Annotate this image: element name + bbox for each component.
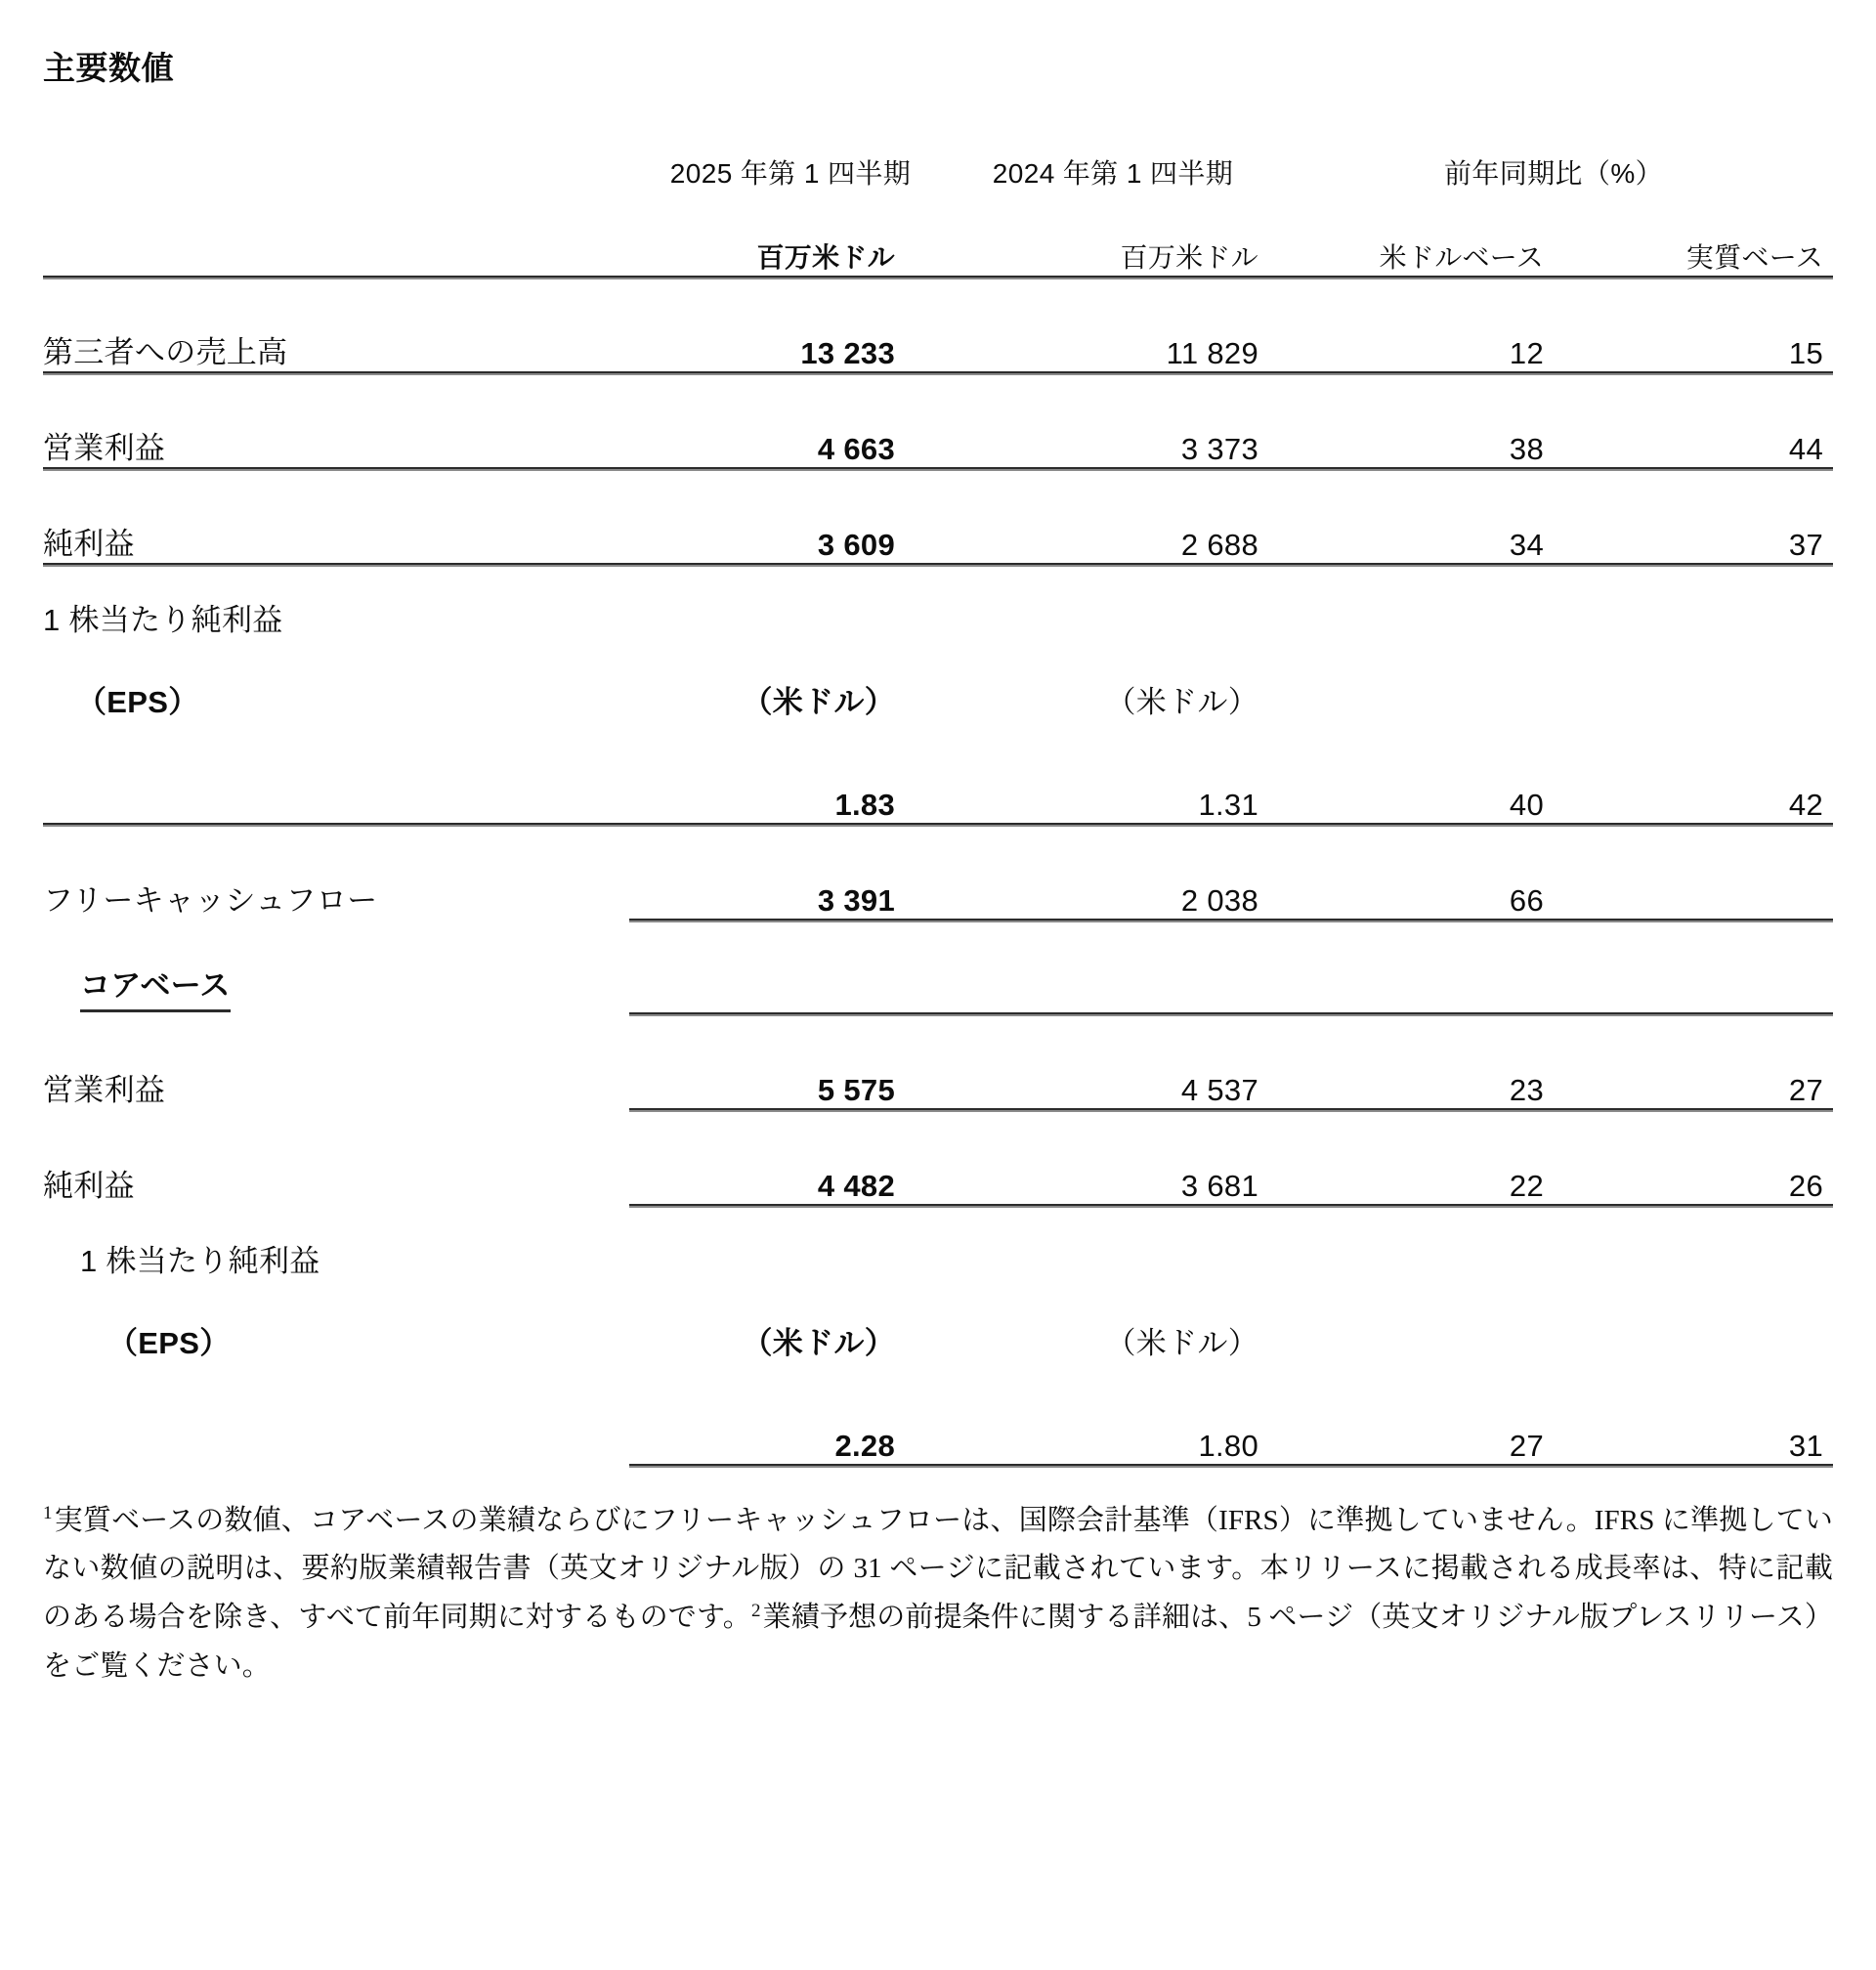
header-change-group: 前年同期比（%）: [1443, 157, 1664, 189]
table-row-core-operating-income: [43, 1015, 1833, 1109]
operating-income-current: 4 663: [817, 431, 895, 466]
table-row-core-eps-units: [43, 1280, 1833, 1362]
eps-unit-prior: （米ドル）: [1105, 684, 1258, 719]
net-sales-prior: 11 829: [1166, 335, 1258, 370]
table-row-core-eps-values: [43, 1362, 1833, 1465]
core-eps-unit-usd-spacer: [1274, 1280, 1557, 1362]
row-label-free-cash-flow: フリーキャッシュフロー: [43, 882, 378, 918]
table-row-free-cash-flow: [43, 826, 1833, 920]
net-income-cc-change: 37: [1788, 527, 1824, 562]
core-net-income-current: 4 482: [817, 1168, 895, 1203]
eps-label-line2: （EPS）: [76, 684, 199, 719]
footnote: [43, 1497, 1833, 1692]
net-income-prior: 2 688: [1180, 527, 1258, 562]
eps-label-line1: 1 株当たり純利益: [43, 602, 283, 637]
eps-usd-change: 40: [1509, 787, 1544, 822]
table-row-eps-units: [43, 639, 1833, 721]
core-eps-label-line1: 1 株当たり純利益: [80, 1243, 320, 1278]
eps-prior: 1.31: [1198, 787, 1258, 822]
core-operating-income-current: 5 575: [817, 1072, 895, 1107]
table-row-core-eps-title: [43, 1207, 1833, 1280]
net-income-usd-change: 34: [1509, 527, 1544, 562]
row-label-core-net-income: 純利益: [43, 1168, 135, 1203]
divider-span-5: [629, 1465, 1833, 1467]
table-row-eps-title: [43, 566, 1833, 639]
header-prior-period: 2024 年第 1 四半期: [992, 157, 1234, 189]
eps-current: 1.83: [834, 787, 895, 822]
table-row-net-income: [43, 470, 1833, 564]
net-sales-current: 13 233: [800, 335, 895, 370]
core-operating-income-cc-change: 27: [1788, 1072, 1824, 1107]
table-row-operating-income: [43, 374, 1833, 468]
header-label-spacer: [43, 115, 629, 192]
core-eps-unit-prior: （米ドル）: [1105, 1325, 1258, 1360]
table-row-eps-values: [43, 721, 1833, 824]
free-cash-flow-prior: 2 038: [1180, 882, 1258, 918]
core-eps-unit-cc-spacer: [1557, 1280, 1833, 1362]
net-sales-cc-change: 15: [1788, 335, 1824, 370]
key-figures-table: [43, 115, 1833, 1468]
free-cash-flow-usd-change: 66: [1509, 882, 1544, 918]
eps-unit-usd-spacer: [1274, 639, 1557, 721]
header-unit-prior: 百万米ドル: [1120, 241, 1258, 273]
core-net-income-prior: 3 681: [1180, 1168, 1258, 1203]
operating-income-prior: 3 373: [1180, 431, 1258, 466]
operating-income-cc-change: 44: [1788, 431, 1824, 466]
header-units-spacer: [43, 192, 629, 277]
header-unit-usd-basis: 米ドルベース: [1379, 241, 1544, 273]
core-eps-unit-current: （米ドル）: [742, 1325, 895, 1360]
divider-table-bottom: [43, 1465, 1833, 1467]
operating-income-usd-change: 38: [1509, 431, 1544, 466]
net-sales-usd-change: 12: [1509, 335, 1544, 370]
eps-unit-current: （米ドル）: [742, 684, 895, 719]
row-label-net-sales: 第三者への売上高: [43, 334, 288, 369]
core-eps-prior: 1.80: [1198, 1428, 1258, 1463]
header-unit-constant-basis: 実質ベース: [1685, 241, 1824, 273]
table-header-periods: [43, 115, 1833, 192]
core-eps-label-line2: （EPS）: [107, 1325, 231, 1360]
core-net-income-usd-change: 22: [1509, 1168, 1544, 1203]
free-cash-flow-cc-change: [1557, 826, 1833, 920]
core-operating-income-prior: 4 537: [1180, 1072, 1258, 1107]
header-current-period: 2025 年第 1 四半期: [669, 157, 912, 189]
eps-value-label-spacer: [43, 721, 629, 824]
core-eps-usd-change: 27: [1509, 1428, 1544, 1463]
page-title: 主要数値: [43, 50, 174, 86]
core-operating-income-usd-change: 23: [1509, 1072, 1544, 1107]
footnote-marker-2: 2: [750, 1600, 761, 1621]
free-cash-flow-current: 3 391: [817, 882, 895, 918]
footnote-marker-1: 1: [43, 1502, 53, 1523]
row-label-operating-income: 営業利益: [43, 430, 166, 465]
row-label-core-operating-income: 営業利益: [43, 1072, 166, 1107]
table-row-core-net-income: [43, 1111, 1833, 1205]
core-eps-current: 2.28: [834, 1428, 895, 1463]
net-income-current: 3 609: [817, 527, 895, 562]
core-section-label: コアベース: [80, 961, 231, 1012]
divider-left-gap-5: [43, 1465, 629, 1467]
footnote-text-1: 実質ベースの数値、コアベースの業績ならびにフリーキャッシュフローは、国際会計基準（IFRS）に準拠していません。IFRS に準拠していない数値の説明は、要約版業績報告書（英文オリジナル版）の 31 ページに記載されています。本リリースに掲載される成長率は、特に記載のある場合を除き、すべて前年同期に対するものです。: [43, 1504, 1833, 1634]
footnote-text-2: 業績予想の前提条件に関する詳細は、5 ページ（英文オリジナル版プレスリリース）をご覧ください。: [43, 1602, 1833, 1683]
core-net-income-cc-change: 26: [1788, 1168, 1824, 1203]
table-header-units: [43, 192, 1833, 277]
eps-cc-change: 42: [1788, 787, 1824, 822]
table-row-core-section: [43, 921, 1833, 1013]
eps-unit-cc-spacer: [1557, 639, 1833, 721]
row-label-net-income: 純利益: [43, 526, 135, 561]
core-eps-value-label-spacer: [43, 1362, 629, 1465]
header-unit-current: 百万米ドル: [756, 241, 895, 273]
core-eps-cc-change: 31: [1788, 1428, 1824, 1463]
table-row-net-sales: [43, 278, 1833, 372]
